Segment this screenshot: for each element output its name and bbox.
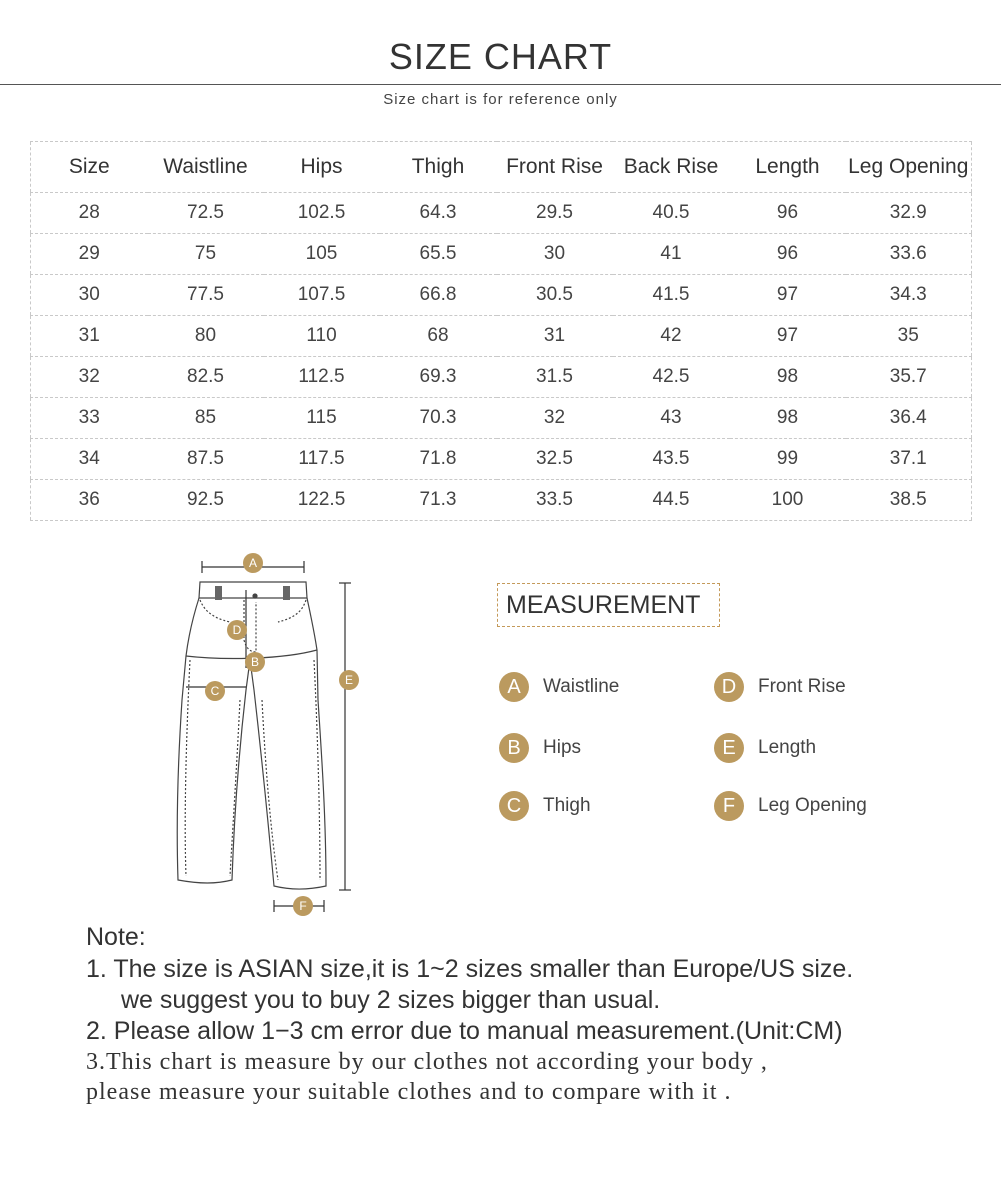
table-cell: 92.5 xyxy=(148,480,264,521)
size-table xyxy=(30,141,971,521)
table-cell: 70.3 xyxy=(380,398,497,439)
table-row xyxy=(31,357,972,398)
note-line-2: 2. Please allow 1−3 cm error due to manual measurement.(Unit:CM) xyxy=(86,1017,843,1045)
legend-item-thigh xyxy=(499,791,591,821)
table-row xyxy=(31,480,972,521)
table-cell: 105 xyxy=(264,234,380,275)
pants-diagram xyxy=(160,548,380,920)
table-cell: 77.5 xyxy=(148,275,264,316)
badge-e: E xyxy=(714,733,744,763)
table-cell: 35 xyxy=(846,316,972,357)
table-cell: 34.3 xyxy=(846,275,972,316)
table-cell: 75 xyxy=(148,234,264,275)
legend-label-length: Length xyxy=(758,737,817,758)
marker-label-b: B xyxy=(250,655,260,669)
table-row xyxy=(31,275,972,316)
legend-label-waistline: Waistline xyxy=(543,676,620,697)
table-cell: 32 xyxy=(31,357,148,398)
table-cell: 36.4 xyxy=(846,398,972,439)
table-cell: 66.8 xyxy=(380,275,497,316)
column-header-leg-opening: Leg Opening xyxy=(846,142,972,193)
badge-a: A xyxy=(499,672,529,702)
table-cell: 41.5 xyxy=(613,275,730,316)
table-cell: 31 xyxy=(31,316,148,357)
column-header-front-rise: Front Rise xyxy=(497,142,613,193)
table-cell: 36 xyxy=(31,480,148,521)
marker-label-d: D xyxy=(232,623,242,637)
table-row xyxy=(31,234,972,275)
measurement-heading: MEASUREMENT xyxy=(497,583,720,627)
marker-label-a: A xyxy=(248,556,258,570)
table-cell: 33.6 xyxy=(846,234,972,275)
legend-item-leg-opening xyxy=(714,791,867,821)
table-cell: 69.3 xyxy=(380,357,497,398)
table-cell: 38.5 xyxy=(846,480,972,521)
note-line-3-continued: please measure your suitable clothes and to compare with it . xyxy=(86,1079,732,1105)
table-cell: 102.5 xyxy=(264,193,380,234)
table-cell: 71.3 xyxy=(380,480,497,521)
table-cell: 28 xyxy=(31,193,148,234)
table-cell: 100 xyxy=(730,480,846,521)
table-row xyxy=(31,193,972,234)
table-cell: 85 xyxy=(148,398,264,439)
note-heading: Note: xyxy=(86,923,146,951)
column-header-size: Size xyxy=(31,142,148,193)
table-cell: 99 xyxy=(730,439,846,480)
legend-item-front-rise xyxy=(714,672,846,702)
note-line-1: 1. The size is ASIAN size,it is 1~2 sizes smaller than Europe/US size. xyxy=(86,955,854,983)
table-cell: 97 xyxy=(730,316,846,357)
table-cell: 44.5 xyxy=(613,480,730,521)
table-row xyxy=(31,439,972,480)
page-title: SIZE CHART xyxy=(388,36,613,77)
marker-label-c: C xyxy=(210,684,220,698)
badge-d: D xyxy=(714,672,744,702)
badge-b: B xyxy=(499,733,529,763)
table-cell: 30 xyxy=(31,275,148,316)
table-cell: 96 xyxy=(730,234,846,275)
table-cell: 37.1 xyxy=(846,439,972,480)
table-row xyxy=(31,398,972,439)
table-cell: 35.7 xyxy=(846,357,972,398)
table-row xyxy=(31,316,972,357)
table-cell: 110 xyxy=(264,316,380,357)
table-cell: 122.5 xyxy=(264,480,380,521)
table-cell: 31.5 xyxy=(497,357,613,398)
table-cell: 29.5 xyxy=(497,193,613,234)
table-cell: 107.5 xyxy=(264,275,380,316)
column-header-hips: Hips xyxy=(264,142,380,193)
table-cell: 33.5 xyxy=(497,480,613,521)
marker-label-e: E xyxy=(344,673,354,687)
table-cell: 82.5 xyxy=(148,357,264,398)
legend-label-hips: Hips xyxy=(543,737,582,758)
table-cell: 72.5 xyxy=(148,193,264,234)
column-header-waistline: Waistline xyxy=(148,142,264,193)
table-cell: 65.5 xyxy=(380,234,497,275)
table-cell: 43.5 xyxy=(613,439,730,480)
table-cell: 42.5 xyxy=(613,357,730,398)
badge-c: C xyxy=(499,791,529,821)
column-header-back-rise: Back Rise xyxy=(613,142,730,193)
table-cell: 71.8 xyxy=(380,439,497,480)
legend-item-hips xyxy=(499,733,581,763)
table-cell: 42 xyxy=(613,316,730,357)
table-cell: 40.5 xyxy=(613,193,730,234)
table-cell: 96 xyxy=(730,193,846,234)
table-cell: 29 xyxy=(31,234,148,275)
table-cell: 117.5 xyxy=(264,439,380,480)
table-cell: 115 xyxy=(264,398,380,439)
table-cell: 97 xyxy=(730,275,846,316)
badge-f: F xyxy=(714,791,744,821)
table-cell: 30.5 xyxy=(497,275,613,316)
legend-label-leg-opening: Leg Opening xyxy=(758,795,867,816)
table-cell: 87.5 xyxy=(148,439,264,480)
title-divider xyxy=(0,84,1001,85)
page-subtitle: Size chart is for reference only xyxy=(383,91,618,108)
legend-label-front-rise: Front Rise xyxy=(758,676,846,697)
table-cell: 30 xyxy=(497,234,613,275)
table-cell: 112.5 xyxy=(264,357,380,398)
column-header-thigh: Thigh xyxy=(380,142,497,193)
table-cell: 32.5 xyxy=(497,439,613,480)
table-cell: 31 xyxy=(497,316,613,357)
table-cell: 68 xyxy=(380,316,497,357)
table-header-row xyxy=(31,142,972,193)
table-cell: 32 xyxy=(497,398,613,439)
marker-label-f: F xyxy=(299,899,307,913)
table-cell: 64.3 xyxy=(380,193,497,234)
table-cell: 98 xyxy=(730,357,846,398)
legend-item-waistline xyxy=(499,672,619,702)
note-line-3: 3.This chart is measure by our clothes not according your body , xyxy=(86,1049,768,1075)
table-cell: 34 xyxy=(31,439,148,480)
table-cell: 98 xyxy=(730,398,846,439)
column-header-length: Length xyxy=(730,142,846,193)
table-cell: 41 xyxy=(613,234,730,275)
table-cell: 80 xyxy=(148,316,264,357)
legend-item-length xyxy=(714,733,816,763)
table-cell: 32.9 xyxy=(846,193,972,234)
note-line-1-continued: we suggest you to buy 2 sizes bigger than usual. xyxy=(121,986,661,1014)
legend-label-thigh: Thigh xyxy=(543,795,591,816)
table-cell: 33 xyxy=(31,398,148,439)
table-cell: 43 xyxy=(613,398,730,439)
